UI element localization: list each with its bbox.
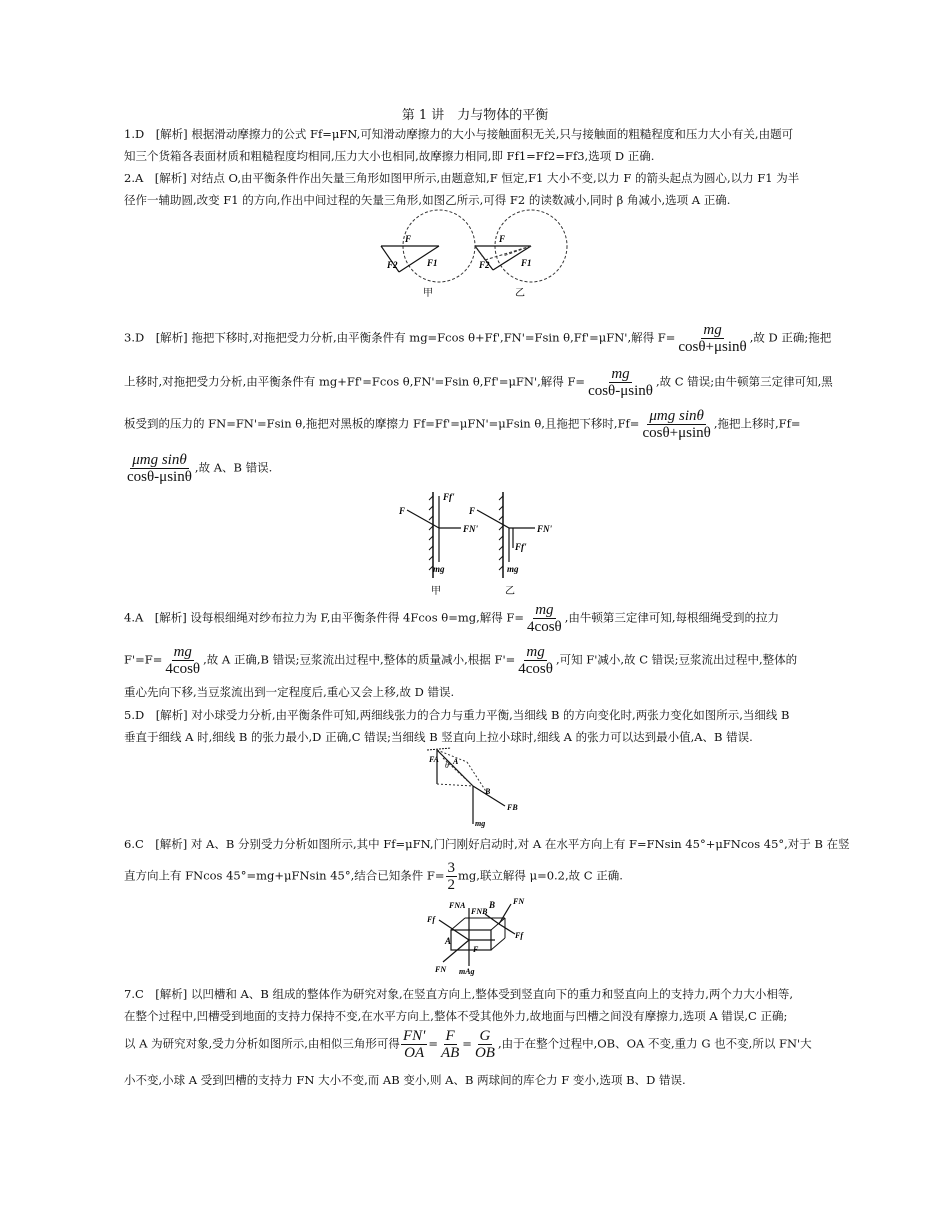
q7-frac1-num: FN' [402, 1028, 426, 1044]
q7-fraction-3 [473, 1028, 497, 1061]
q3-text-d-end: ,故 A、B 错误. [194, 460, 273, 475]
q6-label-FNA: FNA [449, 901, 466, 910]
q2-label-yi: 乙 [515, 288, 525, 299]
q7-frac1-den: OA [404, 1045, 425, 1061]
q6-label-B: B [489, 900, 496, 910]
q4-line1 [124, 602, 826, 635]
q3-figure [395, 486, 565, 598]
q7-line2: 在整个过程中,凹槽受到地面的支持力保持不变,在水平方向上,整体不受其他外力,故地面与凹槽之间没有摩擦力,选项 A 错误,C 正确; [124, 1009, 788, 1023]
q3-fraction-2 [586, 366, 655, 399]
q3-frac2-den: cosθ-μsinθ [588, 383, 653, 399]
q3-text-c: 板受到的压力的 FN=FN'=Fsin θ,拖把对黑板的摩擦力 Ff=Ff'=μFN'=μFsin θ,且拖把下移时,Ff= [124, 416, 640, 431]
q3-label-FN-left: FN' [463, 524, 479, 534]
q4-text-a: 4.A [解析] 设每根细绳对纱布拉力为 F,由平衡条件得 4Fcos θ=mg,解得 F= [124, 610, 525, 625]
q5-line1: 5.D [解析] 对小球受力分析,由平衡条件可知,两细线张力的合力与重力平衡,当细线 B 的方向变化时,两张力变化如图所示,当细线 B [124, 708, 790, 722]
q4-frac3-num: mg [526, 644, 545, 660]
q2-label-F1-right: F1 [521, 258, 532, 268]
q6-label-Ff-right: Ff [515, 931, 523, 940]
q3-fraction-3 [640, 408, 712, 441]
q2-figure [375, 208, 575, 300]
q4-line3: 重心先向下移,当豆浆流出到一定程度后,重心又会上移,故 D 错误. [124, 685, 455, 699]
q2-label-F-left: F [405, 234, 412, 244]
q7-line3: 以 A 为研究对象,受力分析如图所示,由相似三角形可得 $\frac{FN'}{OA}$ = $\frac{F}{AB}$ = $\frac{G}{OB}$ ,由于在整个过程中,OB、OA 不变,重力 G 也不变,所以 FN'大 [124, 1028, 812, 1061]
q3-line2 [124, 366, 833, 399]
q2-label-jia: 甲 [423, 288, 433, 299]
q3-frac2-num: mg [611, 366, 630, 382]
q3-label-F-right: F [469, 506, 476, 516]
q6-line1: 6.C [解析] 对 A、B 分别受力分析如图所示,其中 Ff=μFN,门闩刚好启动时,对 A 在水平方向上有 F=FNsin 45°+μFNcos 45°,对于 B 在竖 [124, 837, 850, 851]
q6-text-a: 直方向上有 FNcos 45°=mg+μFNsin 45°,结合已知条件 F= [124, 868, 445, 883]
q3-text-b: 上移时,对拖把受力分析,由平衡条件有 mg+Ff'=Fcos θ,FN'=Fsin θ,Ff'=μFN',解得 F= [124, 374, 586, 389]
q4-frac3-den: 4cosθ [518, 661, 553, 677]
q7-line1: 7.C [解析] 以凹槽和 A、B 组成的整体作为研究对象,在竖直方向上,整体受到竖直向下的重力和竖直向上的支持力,两个力大小相等, [124, 987, 794, 1001]
q7-frac2-num: F [445, 1028, 455, 1044]
q4-text-b-end: ,可知 F'减小,故 C 错误;豆浆流出过程中,整体的 [555, 652, 798, 667]
q3-label-jia: 甲 [431, 586, 441, 597]
q7-line4: 小不变,小球 A 受到凹槽的支持力 FN 大小不变,而 AB 变小,则 A、B 两球间的库仑力 F 变小,选项 B、D 错误. [124, 1073, 686, 1087]
q2-label-F1-left: F1 [427, 258, 438, 268]
q6-frac-den: 2 [447, 877, 456, 893]
q6-label-mAg: mAg [459, 967, 475, 976]
q3-label-mg-left: mg [433, 564, 445, 574]
q7-text-a: 以 A 为研究对象,受力分析如图所示,由相似三角形可得 [124, 1036, 400, 1051]
q6-line2 [124, 860, 826, 893]
q6-label-FNB: FNB [471, 907, 488, 916]
q3-line1 [124, 322, 832, 355]
q4-frac2-num: mg [173, 644, 192, 660]
q6-label-A: A [445, 936, 452, 946]
q4-frac2-den: 4cosθ [165, 661, 201, 677]
q5-figure [425, 744, 525, 830]
q2-label-F2-left: F2 [387, 260, 398, 270]
q3-line3 [124, 408, 826, 441]
q2-label-F2-right: F2 [479, 260, 490, 270]
q3-text-b-end: ,故 C 错误;由牛顿第三定律可知,黑 [655, 374, 833, 389]
q3-label-mg-right: mg [507, 564, 519, 574]
q3-label-F-left: F [399, 506, 406, 516]
q7-text-b: ,由于在整个过程中,OB、OA 不变,重力 G 也不变,所以 FN'大 [497, 1036, 812, 1051]
q3-text-c-end: ,拖把上移时,Ff= [713, 416, 801, 431]
q5-label-theta: θ [445, 761, 449, 770]
q4-fraction-3 [516, 644, 555, 677]
q5-label-mg: mg [475, 819, 486, 828]
q3-frac4-den: cosθ-μsinθ [127, 469, 192, 485]
q3-text-a: 3.D [解析] 拖把下移时,对拖把受力分析,由平衡条件有 mg=Fcos θ+Ff',FN'=Fsin θ,Ff'=μFN',解得 F= [124, 330, 676, 345]
q3-fraction-1 [676, 322, 748, 355]
q3-label-Ff-left: Ff' [443, 492, 455, 502]
q4-frac1-num: mg [535, 602, 554, 618]
q3-line4 [124, 452, 826, 485]
q2-line1: 2.A [解析] 对结点 O,由平衡条件作出矢量三角形如图甲所示,由题意知,F 恒定,F1 大小不变,以力 F 的箭头起点为圆心,以力 F1 为半 [124, 171, 800, 185]
q4-text-b-start: F'=F= [124, 652, 163, 667]
q6-label-Ff-left: Ff [427, 915, 435, 924]
q3-fraction-4 [125, 452, 194, 485]
q5-label-A: A [453, 757, 459, 766]
q7-frac3-num: G [479, 1028, 491, 1044]
q5-label-FB: FB [507, 803, 518, 812]
q3-frac3-den: cosθ+μsinθ [642, 425, 711, 441]
q3-frac3-num: μmg sinθ [649, 408, 704, 424]
q4-fraction-1 [525, 602, 564, 635]
page-title: 第 1 讲 力与物体的平衡 [401, 108, 549, 123]
q7-fraction-2 [439, 1028, 461, 1061]
q1-line1: 1.D [解析] 根据滑动摩擦力的公式 Ff=μFN,可知滑动摩擦力的大小与接触面积无关,只与接触面的粗糙程度和压力大小有关,由题可 [124, 127, 794, 141]
q3-label-yi: 乙 [505, 586, 515, 597]
q3-frac4-num: μmg sinθ [132, 452, 187, 468]
q2-line2: 径作一辅助圆,改变 F1 的方向,作出中间过程的矢量三角形,如图乙所示,可得 F2 的读数减小,同时 β 角减小,选项 A 正确. [124, 193, 731, 207]
q7-frac3-den: OB [474, 1045, 495, 1061]
q4-line2 [124, 644, 826, 677]
q3-text-a-end: ,故 D 正确;拖把 [749, 330, 832, 345]
q5-label-FA: FA [429, 755, 439, 764]
q6-fraction [446, 860, 458, 893]
q5-line2: 垂直于细线 A 时,细线 B 的张力最小,D 正确,C 错误;当细线 B 竖直向上拉小球时,细线 A 的张力可以达到最小值,A、B 错误. [124, 730, 753, 744]
q6-label-FN-bottom: FN [435, 965, 447, 974]
q4-text-b-mid: ,故 A 正确,B 错误;豆浆流出过程中,整体的质量减小,根据 F'= [203, 652, 516, 667]
q6-frac-num: 3 [447, 860, 456, 876]
q3-label-Ff-right: Ff' [515, 542, 527, 552]
q3-frac1-num: mg [703, 322, 722, 338]
q3-label-FN-right: FN' [537, 524, 553, 534]
q4-fraction-2 [163, 644, 202, 677]
q7-frac2-den: AB [440, 1045, 460, 1061]
q1-line2: 知三个货箱各表面材质和粗糙程度均相同,压力大小也相同,故摩擦力相同,即 Ff1=Ff2=Ff3,选项 D 正确. [124, 149, 655, 163]
q6-label-FN-top: FN [513, 897, 525, 906]
q7-fraction-1 [401, 1028, 427, 1061]
q4-text-a-end: ,由牛顿第三定律可知,每根细绳受到的拉力 [564, 610, 780, 625]
q3-frac1-den: cosθ+μsinθ [678, 339, 747, 355]
q6-label-F: F [473, 945, 479, 954]
q2-label-F-right: F [499, 234, 506, 244]
q6-text-b: mg,联立解得 μ=0.2,故 C 正确. [458, 868, 623, 883]
q4-frac1-den: 4cosθ [527, 619, 562, 635]
q6-figure [425, 894, 535, 976]
q5-label-B: B [485, 787, 491, 796]
